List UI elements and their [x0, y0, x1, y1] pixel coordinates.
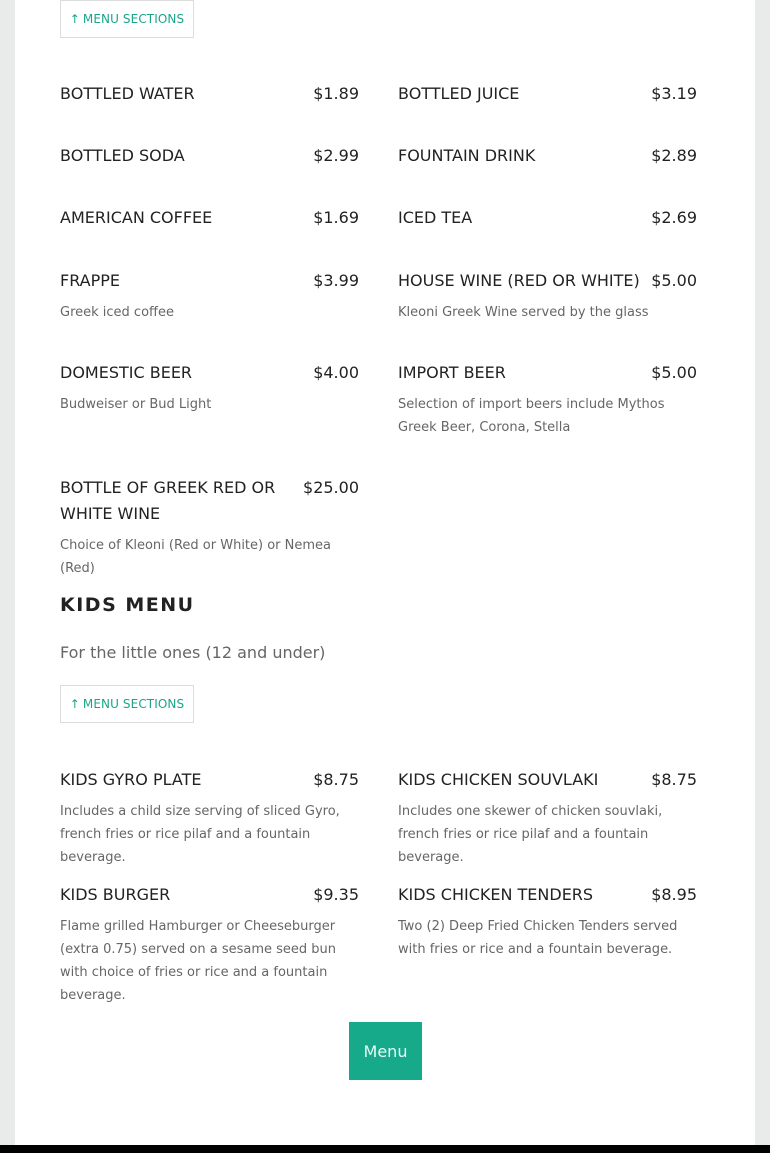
item-name: BOTTLE OF GREEK RED OR WHITE WINE: [60, 478, 276, 523]
item-price: $2.99: [313, 146, 359, 165]
item-description: Two (2) Deep Fried Chicken Tenders served with fries or rice and a fountain beverage.: [398, 919, 678, 957]
item-price: $25.00: [303, 478, 359, 497]
menu-sections-label: MENU SECTIONS: [82, 12, 185, 26]
item-name: KIDS CHICKEN SOUVLAKI: [398, 770, 599, 789]
arrow-up-icon: ↑: [69, 12, 80, 26]
item-description: Greek iced coffee: [60, 305, 174, 320]
item-price: $8.95: [651, 885, 697, 904]
item-name: BOTTLED WATER: [60, 84, 195, 103]
item-description: Flame grilled Hamburger or Cheeseburger (extra 0.75) served on a sesame seed bun with choice of fries or rice and a fountain beverage.: [60, 919, 337, 1003]
item-name: AMERICAN COFFEE: [60, 208, 213, 227]
item-name: FRAPPE: [60, 271, 121, 290]
item-price: $1.69: [313, 208, 359, 227]
item-description: Includes one skewer of chicken souvlaki, french fries or rice pilaf and a fountain beverage.: [398, 804, 663, 865]
item-name: DOMESTIC BEER: [60, 363, 193, 382]
item-description: Choice of Kleoni (Red or White) or Nemea (Red): [60, 538, 332, 576]
kids-menu-title: KIDS MENU: [60, 594, 195, 616]
item-name: KIDS BURGER: [60, 885, 171, 904]
kids-menu-subtitle: For the little ones (12 and under): [60, 643, 326, 662]
item-name: ICED TEA: [398, 208, 473, 227]
item-name: BOTTLED SODA: [60, 146, 185, 165]
item-name: IMPORT BEER: [398, 363, 506, 382]
menu-page: [15, 0, 755, 1145]
item-price: $8.75: [651, 770, 697, 789]
menu-sections-label: MENU SECTIONS: [82, 697, 185, 711]
item-description: Selection of import beers include Mythos Greek Beer, Corona, Stella: [398, 397, 665, 435]
item-description: Budweiser or Bud Light: [60, 397, 212, 412]
item-price: $5.00: [651, 363, 697, 382]
item-name: BOTTLED JUICE: [398, 84, 520, 103]
item-price: $3.99: [313, 271, 359, 290]
item-price: $4.00: [313, 363, 359, 382]
menu-sections-button[interactable]: [60, 0, 194, 38]
arrow-up-icon: ↑: [69, 697, 80, 711]
footer-bar: [0, 1145, 770, 1153]
menu-button[interactable]: Menu: [349, 1022, 422, 1080]
item-description: Includes a child size serving of sliced Gyro, french fries or rice pilaf and a fountain beverage.: [60, 804, 340, 865]
item-name: KIDS CHICKEN TENDERS: [398, 885, 594, 904]
item-name: HOUSE WINE (RED OR WHITE): [398, 271, 640, 290]
item-price: $3.19: [651, 84, 697, 103]
item-price: $2.69: [651, 208, 697, 227]
item-price: $5.00: [651, 271, 697, 290]
item-price: $8.75: [313, 770, 359, 789]
item-name: FOUNTAIN DRINK: [398, 146, 536, 165]
item-price: $2.89: [651, 146, 697, 165]
menu-sections-button[interactable]: [60, 685, 194, 723]
item-price: $1.89: [313, 84, 359, 103]
item-name: KIDS GYRO PLATE: [60, 770, 202, 789]
item-price: $9.35: [313, 885, 359, 904]
item-description: Kleoni Greek Wine served by the glass: [398, 305, 649, 320]
